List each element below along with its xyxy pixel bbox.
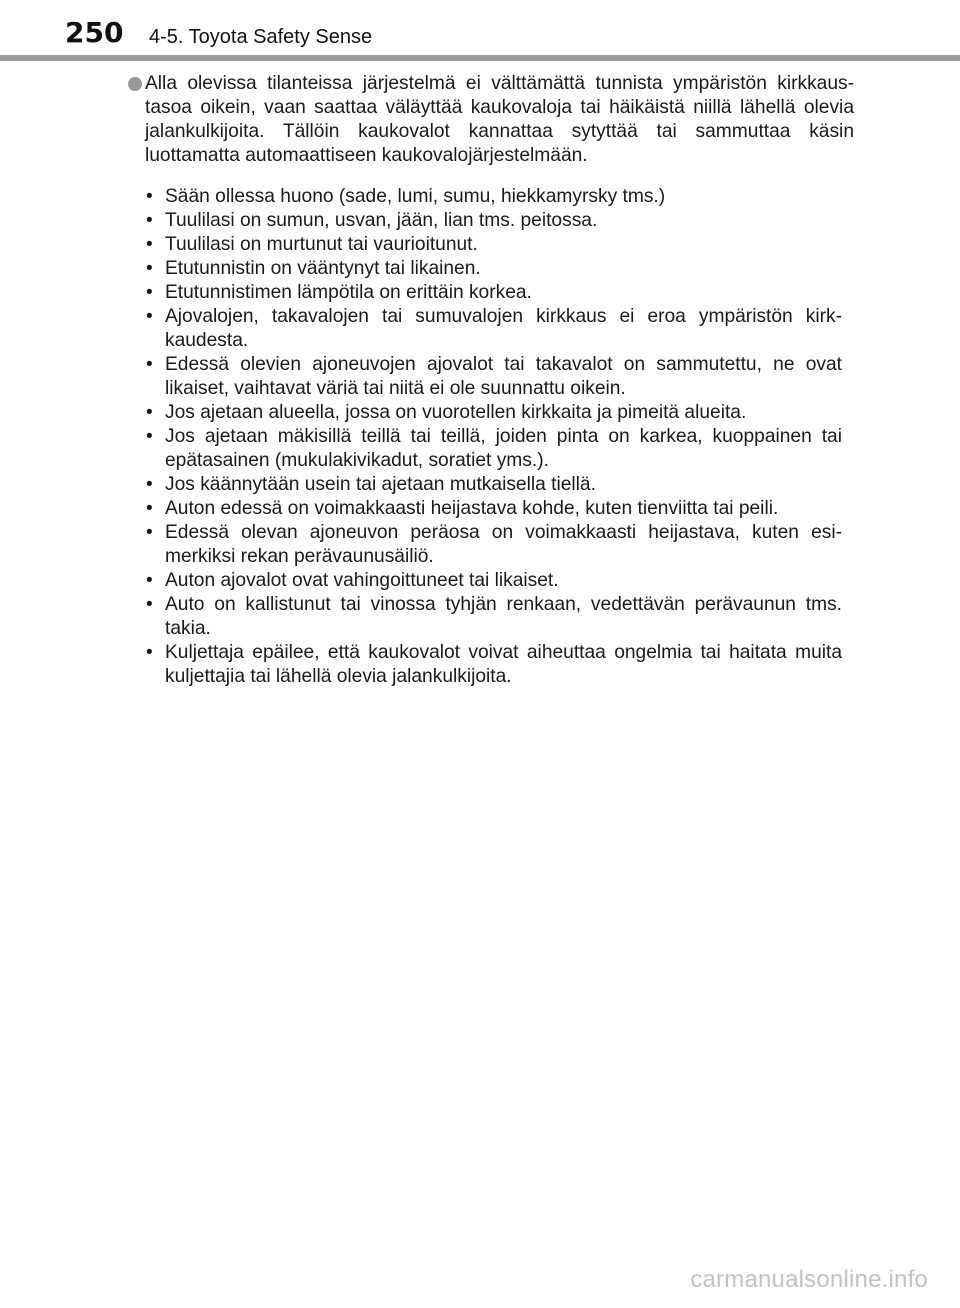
- list-item: • Auton edessä on voimakkaasti heijastava kohde, kuten tienviitta tai peili.: [165, 497, 842, 521]
- list-item: • Edessä olevan ajoneuvon peräosa on voimakkaasti heijastava, kuten esi-merkiksi rekan perävaunusäiliö.: [165, 521, 842, 569]
- page-header: [0, 0, 960, 62]
- list-item: • Kuljettaja epäilee, että kaukovalot voivat aiheuttaa ongelmia tai haitata muita kuljettajia tai lähellä olevia jalankulkijoita.: [165, 641, 842, 689]
- header-rule: [0, 55, 960, 61]
- list-item: • Etutunnistin on vääntynyt tai likainen.: [165, 257, 842, 281]
- list-item: • Sään ollessa huono (sade, lumi, sumu, hiekkamyrsky tms.): [165, 185, 842, 209]
- page-content: [0, 72, 960, 689]
- page-number: 250: [65, 16, 124, 49]
- list-item: • Jos ajetaan alueella, jossa on vuorotellen kirkkaita ja pimeitä alueita.: [165, 401, 842, 425]
- list-item: • Ajovalojen, takavalojen tai sumuvalojen kirkkaus ei eroa ympäristön kirk-kaudesta.: [165, 305, 842, 353]
- condition-list: [0, 185, 960, 689]
- list-item: • Jos ajetaan mäkisillä teillä tai teillä, joiden pinta on karkea, kuoppainen tai epätasainen (mukulakivikadut, soratiet yms.).: [165, 425, 842, 473]
- list-item: • Auto on kallistunut tai vinossa tyhjän renkaan, vedettävän perävaunun tms. takia.: [165, 593, 842, 641]
- list-item: • Jos käännytään usein tai ajetaan mutkaisella tiellä.: [165, 473, 842, 497]
- watermark: carmanualsonline.info: [690, 1266, 928, 1293]
- intro-text: Alla olevissa tilanteissa järjestelmä ei välttämättä tunnista ympäristön kirkkaus-tasoa oikein, vaan saattaa väläyttää kaukovaloja tai häikäistä niillä lähellä olevia jalankulkijoita. Tällöin kaukovalot kannattaa sytyttää tai sammuttaa käsin luottamatta automaattiseen kaukovalojärjestelmään.: [145, 73, 854, 166]
- list-item: • Tuulilasi on murtunut tai vaurioitunut.: [165, 233, 842, 257]
- list-item: • Tuulilasi on sumun, usvan, jään, lian tms. peitossa.: [165, 209, 842, 233]
- intro-paragraph: [145, 72, 854, 168]
- section-title: 4-5. Toyota Safety Sense: [149, 26, 373, 48]
- list-item: • Etutunnistimen lämpötila on erittäin korkea.: [165, 281, 842, 305]
- list-item: • Auton ajovalot ovat vahingoittuneet tai likaiset.: [165, 569, 842, 593]
- list-item: • Edessä olevien ajoneuvojen ajovalot tai takavalot on sammutettu, ne ovat likaiset, vaihtavat väriä tai niitä ei ole suunnattu oikein.: [165, 353, 842, 401]
- circle-bullet-icon: [128, 77, 142, 91]
